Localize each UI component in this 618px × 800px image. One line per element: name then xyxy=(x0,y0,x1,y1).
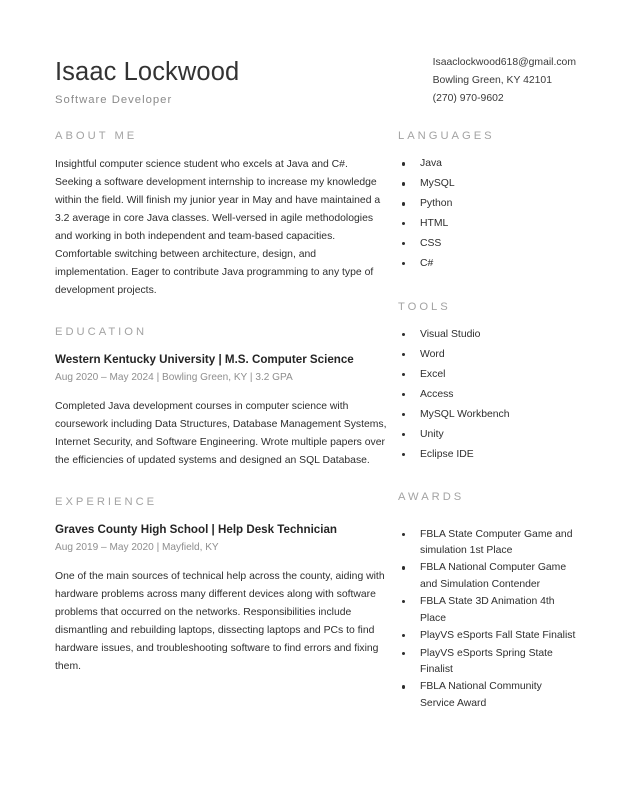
list-item: PlayVS eSports Fall State Finalist xyxy=(398,628,578,644)
list-item: PlayVS eSports Spring State Finalist xyxy=(398,646,578,679)
section-about-me xyxy=(55,130,387,300)
candidate-name: Isaac Lockwood xyxy=(55,58,240,86)
section-heading-experience: EXPERIENCE xyxy=(55,495,158,508)
education-entry-meta: Aug 2020 – May 2024 | Bowling Green, KY | 3.2 GPA xyxy=(55,372,293,384)
identity-block xyxy=(55,52,239,106)
section-heading-about-me: ABOUT ME xyxy=(55,130,138,142)
section-awards xyxy=(398,491,578,712)
section-heading-awards: AWARDS xyxy=(398,491,465,504)
awards-list xyxy=(398,527,578,713)
contact-location: Bowling Green, KY 42101 xyxy=(432,74,552,86)
left-column xyxy=(55,130,387,676)
tools-list xyxy=(398,327,578,463)
section-heading-education: EDUCATION xyxy=(55,325,148,338)
about-me-text: Insightful computer science student who excels at Java and C#. Seeking a software development internship to increase my knowledge within the field. Will finish my junior year in May and have maintained a 3.2 average in core Java classes. Well-versed in agile methodologies and working in both independent and team-based capacities. Comfortable switching between architecture, design, and implementation. Eager to contribute Java programming to any type of development projects. xyxy=(55,159,381,296)
experience-entry-title: Graves County High School | Help Desk Technician xyxy=(55,523,337,537)
contact-email[interactable]: Isaaclockwood618@gmail.com xyxy=(432,57,576,68)
list-item: C# xyxy=(398,256,578,272)
list-item: HTML xyxy=(398,216,578,232)
awards-spacer xyxy=(398,518,578,527)
list-item: Excel xyxy=(398,367,578,383)
contact-block xyxy=(433,52,576,108)
education-entry-text: Completed Java development courses in computer science with coursework including Data Structures, Database Management Systems, Internet Security, and Software Engineering. Wrote multiple papers over the efficiencies of updated systems and designed an SQL Database. xyxy=(55,401,387,466)
list-item: Unity xyxy=(398,427,578,443)
right-column xyxy=(398,130,578,713)
list-item: MySQL xyxy=(398,176,578,192)
list-item: FBLA State Computer Game and simulation 1st Place xyxy=(398,527,578,560)
list-item: Word xyxy=(398,347,578,363)
section-education xyxy=(55,326,387,470)
list-item: FBLA State 3D Animation 4th Place xyxy=(398,594,578,627)
section-languages xyxy=(398,130,578,273)
contact-phone[interactable]: (270) 970-9602 xyxy=(432,92,504,104)
list-item: Access xyxy=(398,387,578,403)
list-item: CSS xyxy=(398,236,578,252)
list-item: FBLA National Community Service Award xyxy=(398,679,578,712)
candidate-role: Software Developer xyxy=(55,94,173,107)
section-tools xyxy=(398,301,578,464)
experience-entry-meta: Aug 2019 – May 2020 | Mayfield, KY xyxy=(55,542,219,554)
section-heading-tools: TOOLS xyxy=(398,300,451,313)
languages-list xyxy=(398,156,578,272)
section-heading-languages: LANGUAGES xyxy=(398,130,495,142)
list-item: FBLA National Computer Game and Simulation Contender xyxy=(398,560,578,593)
list-item: Eclipse IDE xyxy=(398,447,578,463)
resume-header xyxy=(55,52,576,108)
experience-entry-text: One of the main sources of technical help across the county, aiding with hardware problems across many different devices along with software problems that occurred on the networks. Responsibilities include dismantling and rebuilding laptops, dissecting laptops and PCs to find hardware issues, and troubleshooting software to find errors and fixing them. xyxy=(55,571,385,672)
section-experience xyxy=(55,496,387,676)
list-item: Visual Studio xyxy=(398,327,578,343)
education-entry-title: Western Kentucky University | M.S. Computer Science xyxy=(55,353,354,366)
list-item: Python xyxy=(398,196,578,212)
list-item: Java xyxy=(398,156,578,172)
list-item: MySQL Workbench xyxy=(398,407,578,423)
